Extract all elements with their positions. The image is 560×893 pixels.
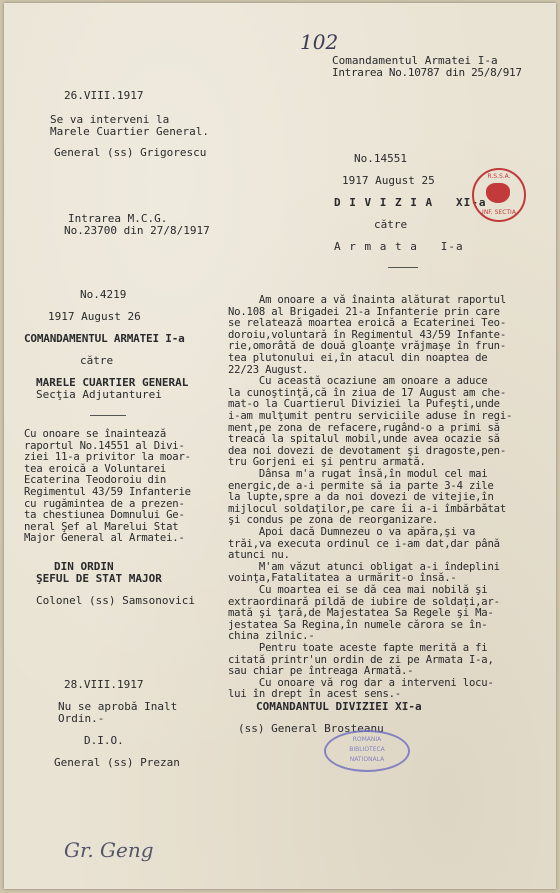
report-line: citată printr'un ordin de zi pe Armata I-a, — [228, 653, 494, 666]
note-line: ta chestiunea Domnului Ge- — [24, 509, 185, 522]
note-line: Cu onoare se înaintează — [24, 428, 167, 440]
report-line: china zilnic.- — [228, 630, 315, 643]
report-line: şi condus pe zona de reorganizare. — [228, 514, 439, 527]
left-bottom-date: 28.VIII.1917 — [64, 678, 144, 691]
report-line: doroiu,voluntară în Regimentul 43/59 Infante- — [228, 328, 507, 341]
note-line: neral Şef al Marelui Stat — [24, 520, 179, 533]
report-line: No.108 al Brigadei 21-a Infanterie prin care — [228, 305, 500, 318]
report-line: mată şi ţară,de Majestatea Sa Regele şi Ma- — [228, 607, 494, 620]
report-line: Pentru toate aceste fapte merită a fi — [228, 642, 488, 654]
library-stamp — [324, 730, 410, 772]
left-mid-to: către — [80, 354, 114, 367]
left-top-date: 26.VIII.1917 — [64, 89, 144, 102]
note-line: raportul No.14551 al Divi- — [24, 439, 185, 452]
report-line: la lupte,spre a da noi dovezi de vitejie,în — [228, 491, 494, 504]
report-line: mat-o la Cuartierul Diviziei la Pufeşti,unde — [228, 398, 500, 411]
mcg-entry-1: Intrarea M.C.G. — [68, 212, 168, 225]
report-line: trăi,va executa ordinul ce i-am dat,dar până — [228, 537, 500, 550]
division-army: A r m a t a I-a — [334, 240, 464, 253]
report-line: tea plutonului ei,în atacul din noaptea de — [228, 352, 488, 364]
chief-of-staff: ŞEFUL DE STAT MAJOR — [36, 572, 162, 585]
left-mid-command: COMANDAMENTUL ARMATEI I-a — [24, 332, 185, 345]
report-line: se relatează moartea eroică a Ecaterinei Teo- — [228, 317, 507, 330]
red-stamp-top: R.S.S.A. — [487, 173, 511, 180]
note-line: cu rugămintea de a prezen- — [24, 497, 185, 510]
report-line: lui în drept în acest sens.- — [228, 688, 401, 701]
left-top-signature: General (ss) Grigorescu — [54, 146, 207, 159]
report-line: Cu această ocaziune am onoare a aduce — [228, 375, 488, 388]
library-stamp-line: NATIONALA — [349, 756, 385, 763]
note-line: ziei 11-a privitor la moar- — [24, 451, 191, 464]
left-mid-date: 1917 August 26 — [48, 310, 141, 323]
report-line: i-am mulţumit pentru serviciile aduse în regi- — [228, 410, 513, 422]
separator — [388, 267, 418, 268]
report-line: jestatea Sa Regina,în numele cărora se în- — [228, 618, 488, 631]
command-title: Comandamentul Armatei I-a — [332, 54, 498, 67]
report-line: Dânsa m'a rugat însă,în modul cel mai — [228, 468, 488, 480]
library-stamp-line: BIBLIOTECA — [349, 746, 385, 753]
report-line: tru Gorjeni ei şi pentru armată. — [228, 456, 426, 469]
crown-icon — [486, 183, 510, 203]
report-line: atunci nu. — [228, 549, 290, 562]
report-line: Am onoare a vă înainta alăturat raportul — [228, 294, 507, 306]
report-line: treacă la spitalul mobil,unde avea ocazie să — [228, 433, 500, 446]
report-line: extraordinară pildă de iubire de soldaţi,ar- — [228, 595, 500, 608]
left-bottom-line2: Ordin.- — [58, 712, 105, 725]
separator — [90, 415, 126, 416]
note-line: Major General al Armatei.- — [24, 532, 185, 545]
document-page — [4, 3, 556, 889]
entry-line: Intrarea No.10787 din 25/8/917 — [332, 66, 522, 79]
commander-name: (ss) General Brosteanu — [238, 722, 384, 735]
report-line: la cunoştinţă,că în ziua de 17 August am che- — [228, 386, 507, 399]
left-top-line2: Marele Cuartier General. — [50, 125, 209, 138]
report-line: Cu onoare vă rog dar a interveni locu- — [228, 676, 494, 689]
report-line: rie,omorâtă de două gloanţe vrăjmaşe în frun- — [228, 340, 507, 353]
report-line: 22/23 August. — [228, 363, 309, 376]
mcg-entry-2: No.23700 din 27/8/1917 — [64, 224, 210, 237]
report-line: Apoi dacă Dumnezeu o va apăra,şi va — [228, 526, 476, 538]
order-line: DIN ORDIN — [54, 560, 114, 573]
colonel-signature: Colonel (ss) Samsonovici — [36, 594, 195, 607]
note-line: tea eroică a Voluntarei — [24, 462, 167, 475]
dio-label: D.I.O. — [84, 734, 124, 747]
report-line: dea noi dovezi de devotament şi dragoste,pen- — [228, 444, 507, 457]
note-line: Ecaterina Teodoroiu din — [24, 474, 167, 487]
red-stamp — [472, 168, 526, 222]
report-line: sau chiar pe întreaga Armată.- — [228, 665, 414, 678]
report-line: Cu moartea ei se dă cea mai nobilă şi — [228, 584, 488, 596]
red-stamp-bottom: INF. SECTIA — [482, 209, 516, 216]
division-to: către — [374, 218, 408, 231]
left-top-line1: Se va interveni la — [50, 113, 170, 126]
commander-title: COMANDANTUL DIVIZIEI XI-a — [256, 700, 422, 713]
note-line: Regimentul 43/59 Infanterie — [24, 486, 191, 498]
report-line: voinţa,Fatalitatea a urmărit-o însă.- — [228, 572, 457, 585]
handwritten-signature: Gr. Geng — [64, 838, 154, 862]
division-number: No.14551 — [354, 152, 407, 165]
division-date: 1917 August 25 — [342, 174, 435, 187]
library-stamp-line: ROMANIA — [352, 736, 382, 743]
handwritten-number: 102 — [300, 30, 339, 54]
report-line: energic,de a-i permite să ia parte 3-4 zile — [228, 479, 494, 492]
division-title: D I V I Z I A XI-a — [334, 196, 487, 209]
left-bottom-signature: General (ss) Prezan — [54, 756, 180, 769]
left-mid-number: No.4219 — [80, 288, 127, 301]
report-line: mijlocul soldaţilor,pe care îi a-i îmbărbătat — [228, 502, 507, 515]
left-bottom-line1: Nu se aprobă Inalt — [58, 700, 178, 713]
report-line: ment,pe zona de refacere,rugând-o a primi să — [228, 421, 500, 434]
left-mid-recipient: MARELE CUARTIER GENERAL — [36, 376, 189, 389]
report-line: M'am văzut atunci obligat a-i îndeplini — [228, 560, 500, 573]
left-mid-section: Secţia Adjutanturei — [36, 388, 162, 401]
